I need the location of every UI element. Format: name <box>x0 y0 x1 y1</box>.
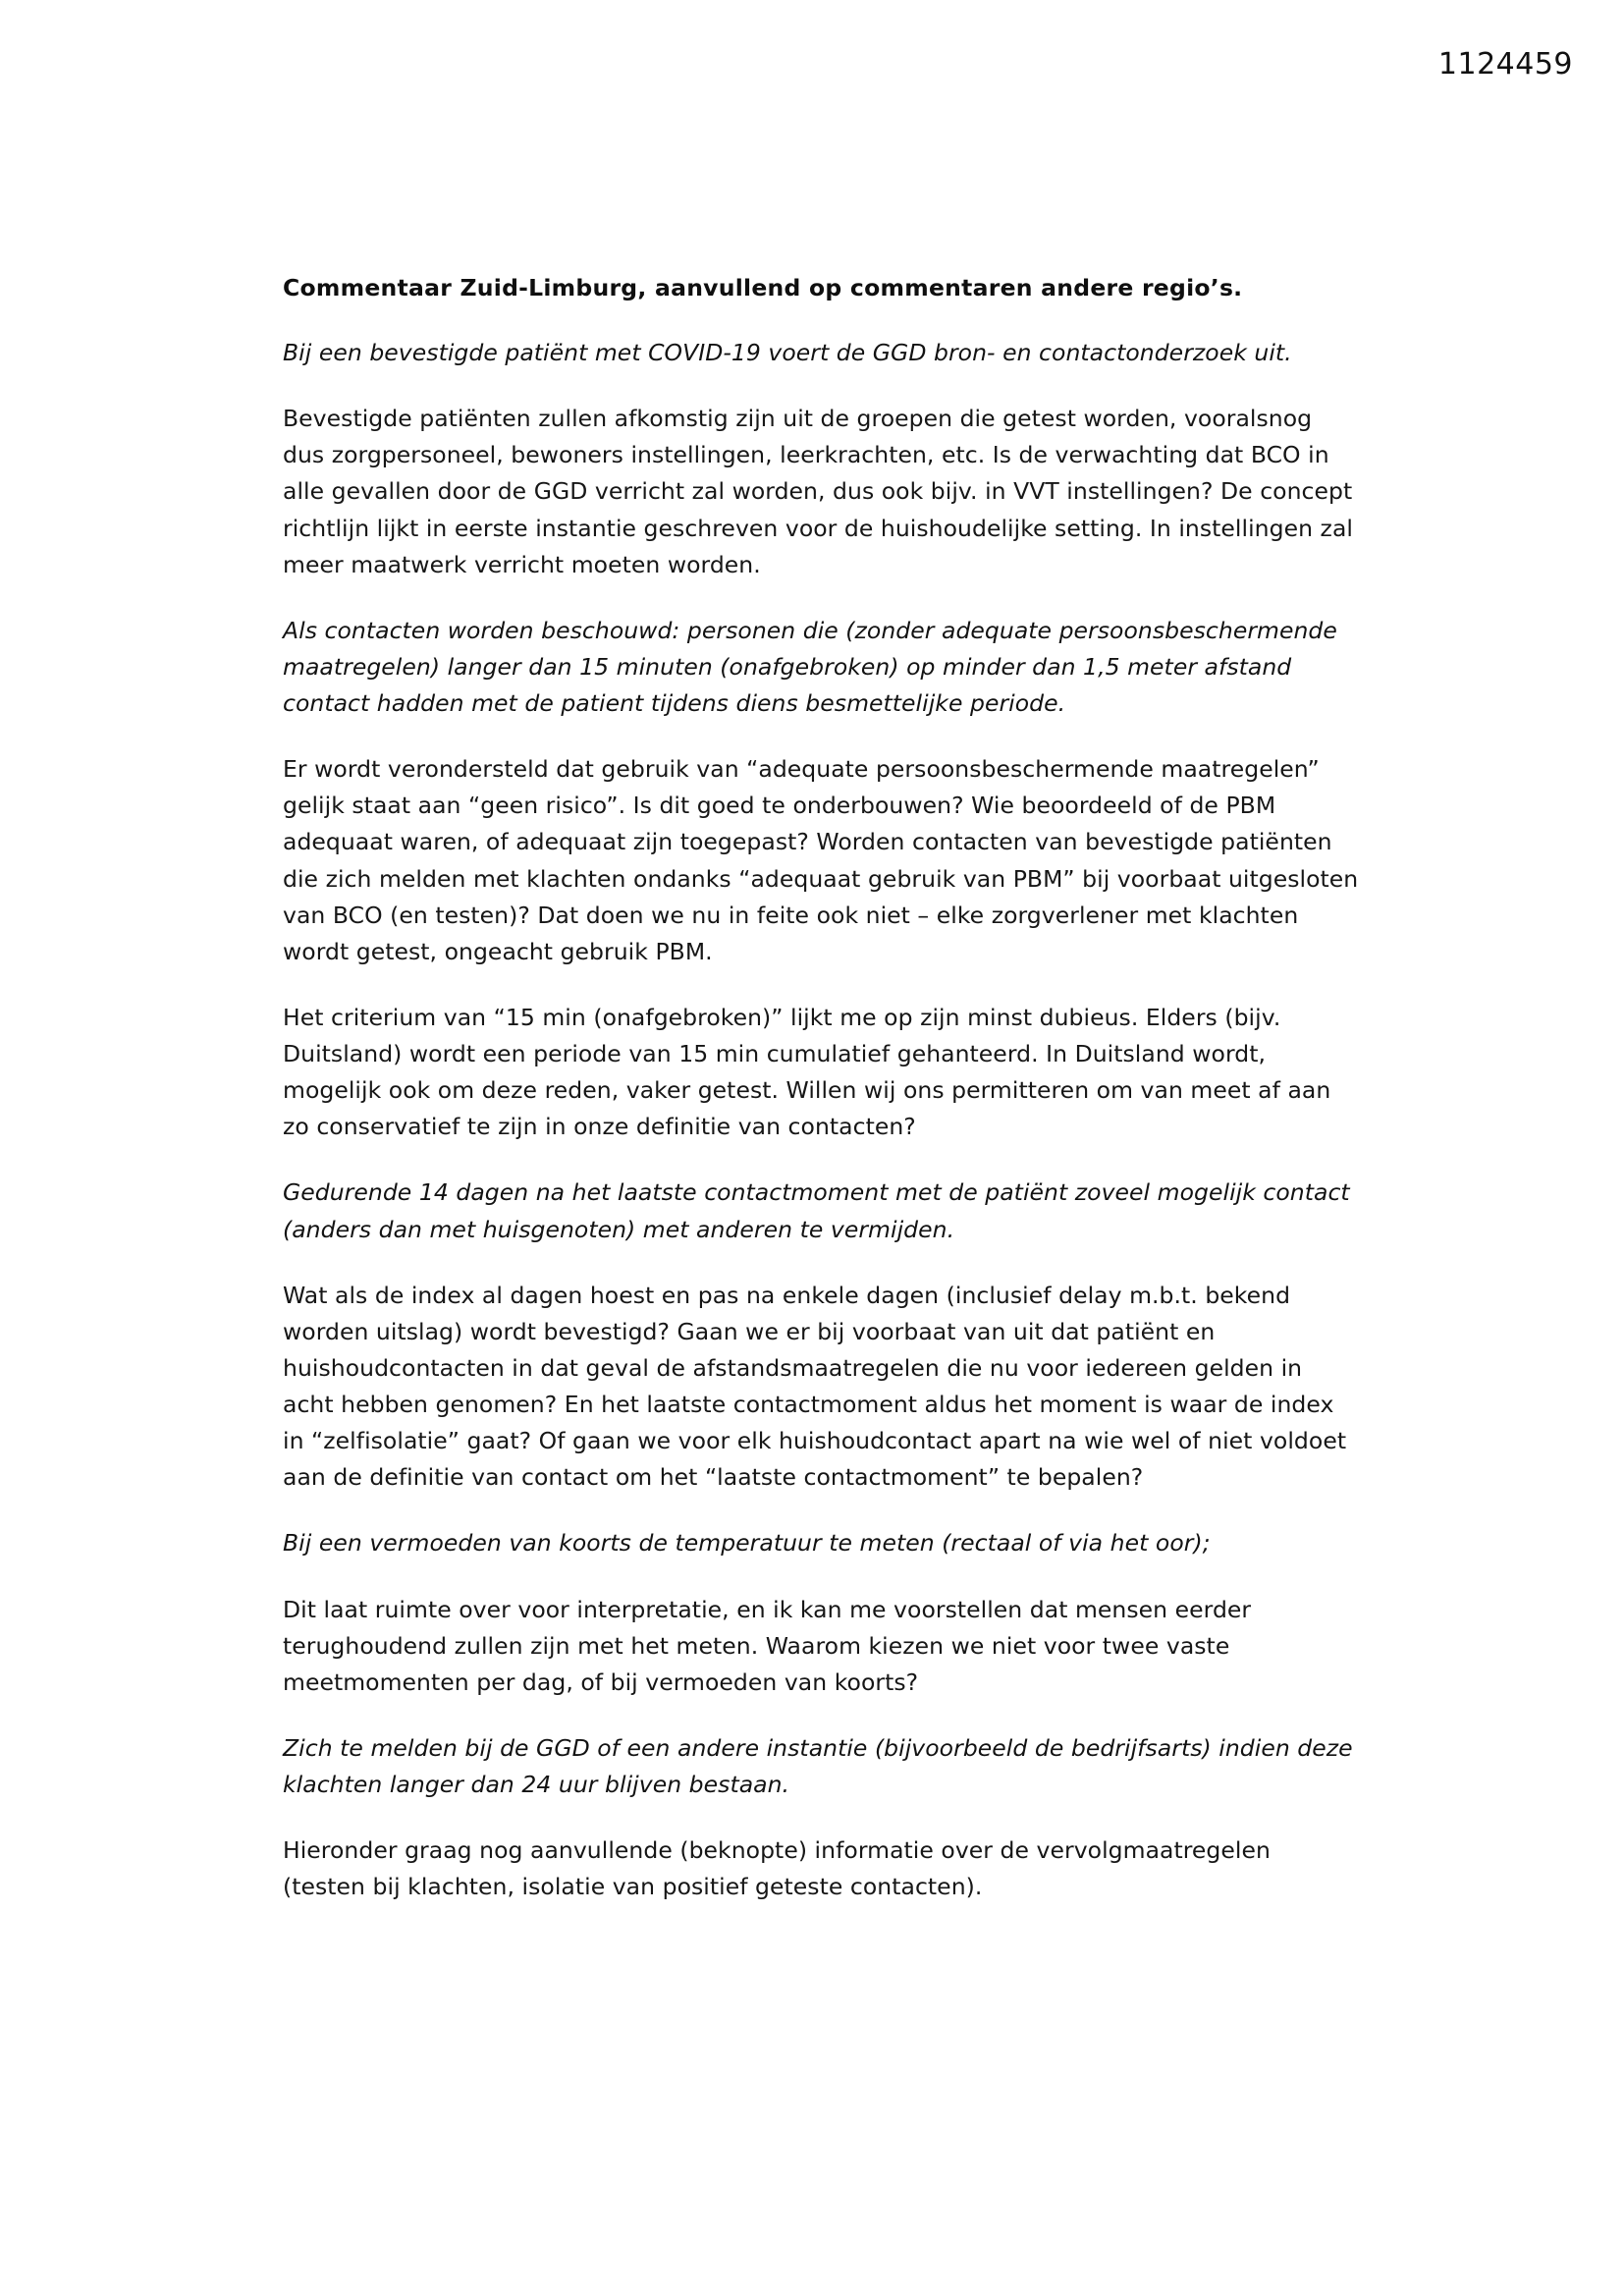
comment-paragraph: Dit laat ruimte over voor interpretatie, en ik kan me voorstellen dat mensen eerder terughoudend zullen zijn met het meten. Waarom kiezen we niet voor twee vaste meetmomenten per dag, of bij vermoeden van koorts? <box>283 1595 1252 1696</box>
page-title: Commentaar Zuid-Limburg, aanvullend op commentaren andere regio’s. <box>283 274 1243 301</box>
guideline-quote-paragraph: Zich te melden bij de GGD of een andere instantie (bijvoorbeeld de bedrijfsarts) indien deze klachten langer dan 24 uur blijven bestaan. <box>283 1733 1353 1799</box>
document-id-number: 1124459 <box>1437 47 1573 82</box>
guideline-quote-paragraph: Bij een vermoeden van koorts de temperatuur te meten (rectaal of via het oor); <box>283 1529 1211 1558</box>
guideline-quote-paragraph: Bij een bevestigde patiënt met COVID-19 voert de GGD bron- en contactonderzoek uit. <box>283 339 1292 367</box>
document-body <box>283 271 1359 1905</box>
comment-paragraph: Wat als de index al dagen hoest en pas na enkele dagen (inclusief delay m.b.t. bekend worden uitslag) wordt bevestigd? Gaan we er bij voorbaat van uit dat patiënt en huishoudcontacten in dat geval de afstandsmaatregelen die nu voor iedereen gelden in acht hebben genomen? En het laatste contactmoment aldus het moment is waar de index in “zelfisolatie” gaat? Of gaan we voor elk huishoudcontact apart na wie wel of niet voldoet aan de definitie van contact om het “laatste contactmoment” te bepalen? <box>283 1281 1347 1492</box>
guideline-quote-paragraph: Als contacten worden beschouwd: personen die (zonder adequate persoonsbeschermende maatregelen) langer dan 15 minuten (onafgebroken) op minder dan 1,5 meter afstand contact hadden met de patient tijdens diens besmettelijke periode. <box>283 616 1337 718</box>
comment-paragraph: Bevestigde patiënten zullen afkomstig zijn uit de groepen die getest worden, vooralsnog dus zorgpersoneel, bewoners instellingen, leerkrachten, etc. Is de verwachting dat BCO in alle gevallen door de GGD verricht zal worden, dus ook bijv. in VVT instellingen? De concept richtlijn lijkt in eerste instantie geschreven voor de huishoudelijke setting. In instellingen zal meer maatwerk verricht moeten worden. <box>283 405 1353 578</box>
comment-paragraph: Het criterium van “15 min (onafgebroken)” lijkt me op zijn minst dubieus. Elders (bijv. Duitsland) wordt een periode van 15 min cumulatief gehanteerd. In Duitsland wordt, mogelijk ook om deze reden, vaker getest. Willen wij ons permitteren om van meet af aan zo conservatief te zijn in onze definitie van contacten? <box>283 1003 1331 1141</box>
paragraph-list <box>283 335 1359 1905</box>
guideline-quote-paragraph: Gedurende 14 dagen na het laatste contactmoment met de patiënt zoveel mogelijk contact (anders dan met huisgenoten) met anderen te vermijden. <box>283 1178 1350 1243</box>
comment-paragraph: Er wordt verondersteld dat gebruik van “adequate persoonsbeschermende maatregelen” gelijk staat aan “geen risico”. Is dit goed te onderbouwen? Wie beoordeeld of de PBM adequaat waren, of adequaat zijn toegepast? Worden contacten van bevestigde patiënten die zich melden met klachten ondanks “adequaat gebruik van PBM” bij voorbaat uitgesloten van BCO (en testen)? Dat doen we nu in feite ook niet – elke zorgverlener met klachten wordt getest, ongeacht gebruik PBM. <box>283 755 1359 965</box>
comment-paragraph: Hieronder graag nog aanvullende (beknopte) informatie over de vervolgmaatregelen (testen bij klachten, isolatie van positief geteste contacten). <box>283 1836 1271 1901</box>
